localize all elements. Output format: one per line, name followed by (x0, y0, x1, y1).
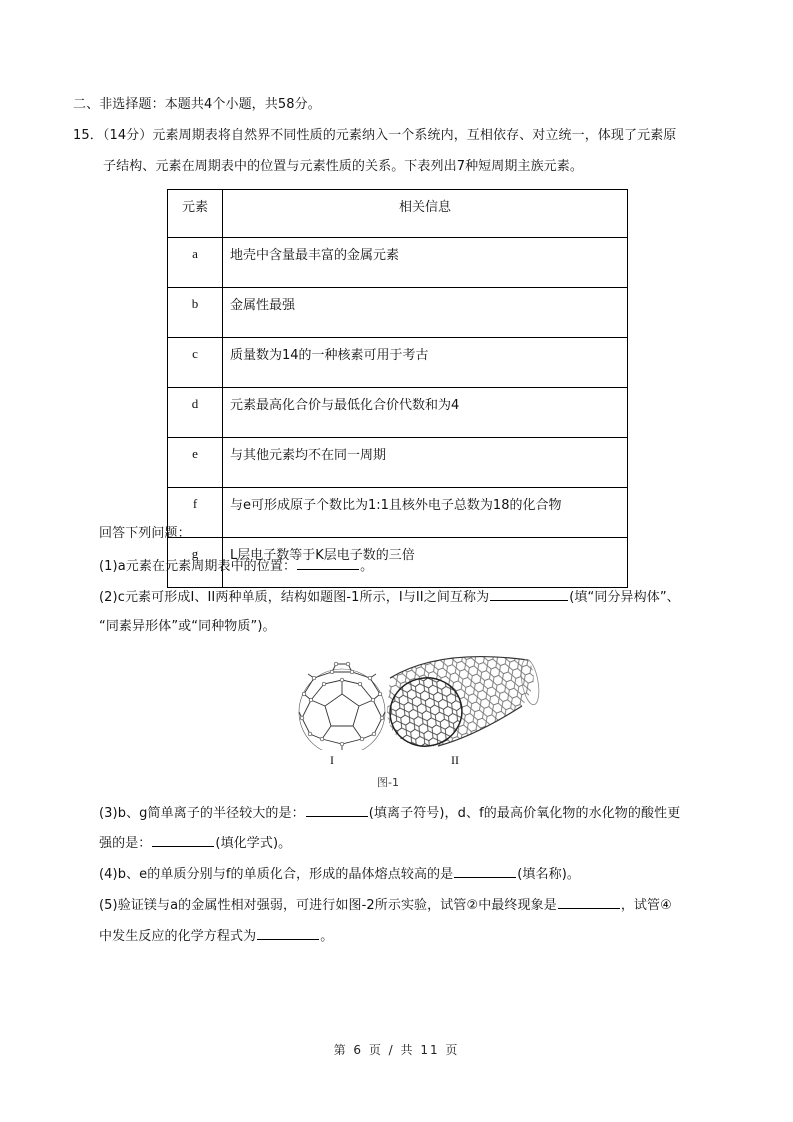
answer-blank-5a[interactable] (558, 895, 620, 909)
header-info: 相关信息 (223, 190, 628, 238)
answer-blank-5b[interactable] (257, 926, 319, 940)
subquestion-2-line2: “同素异形体”或“同种物质”)。 (99, 619, 276, 634)
answer-blank-2[interactable] (490, 587, 568, 601)
subquestion-3-mid: (填离子符号)，d、f的最高价氧化物的水化物的酸性更 (368, 806, 681, 821)
table-header-row (168, 190, 628, 238)
answer-blank-4[interactable] (454, 864, 516, 878)
subquestion-2-hint: (填“同分异构体”、 (569, 590, 680, 605)
subquestion-4-text: (4)b、e的单质分别与f的单质化合，形成的晶体熔点较高的是 (99, 867, 454, 882)
subquestion-2 (99, 587, 680, 607)
subquestion-4 (99, 864, 580, 884)
fullerene-icon (299, 664, 385, 750)
question-intro-text: 元素周期表将自然界不同性质的元素纳入一个系统内，互相依存、对立统一，体现了元素原 (152, 128, 677, 143)
element-cell: d (168, 388, 223, 438)
table-row (168, 438, 628, 488)
subquestion-3 (99, 803, 680, 823)
table-row (168, 388, 628, 438)
element-cell: b (168, 288, 223, 338)
figure-label-2: II (451, 753, 459, 767)
element-cell: e (168, 438, 223, 488)
info-cell: 元素最高化合价与最低化合价代数和为4 (223, 388, 628, 438)
figure-caption: 图-1 (377, 776, 399, 789)
subquestion-1-end: 。 (360, 559, 374, 574)
subquestion-4-end: (填名称)。 (517, 867, 580, 882)
subquestion-3-line2-end: (填化学式)。 (215, 836, 292, 851)
element-cell: g (168, 538, 223, 588)
answer-blank-3a[interactable] (306, 803, 368, 817)
fullerene-and-nanotube-illustration (290, 650, 540, 750)
subquestion-3-line2-text: 强的是： (99, 836, 152, 851)
element-cell: c (168, 338, 223, 388)
answer-blank-1[interactable] (297, 556, 359, 570)
figure-1 (290, 650, 540, 750)
info-cell: 金属性最强 (223, 288, 628, 338)
nanotube-icon (382, 650, 540, 750)
subquestion-3-line2 (99, 833, 291, 853)
page-footer: 第 6 页 / 共 11 页 (333, 1043, 460, 1057)
table-row (168, 488, 628, 538)
question-number: 15． (73, 128, 103, 143)
figure-label-1: I (330, 753, 334, 767)
table-row (168, 238, 628, 288)
header-element: 元素 (168, 190, 223, 238)
info-cell: L层电子数等于K层电子数的三倍 (223, 538, 628, 588)
answer-prompt: 回答下列问题： (99, 526, 191, 541)
info-cell: 地壳中含量最丰富的金属元素 (223, 238, 628, 288)
subquestion-5-line2-end: 。 (320, 929, 334, 944)
subquestion-3-text: (3)b、g简单离子的半径较大的是： (99, 806, 305, 821)
info-cell: 质量数为14的一种核素可用于考古 (223, 338, 628, 388)
element-cell: a (168, 238, 223, 288)
question-intro-line1 (73, 127, 676, 145)
subquestion-2-text: (2)c元素可形成I、II两种单质，结构如题图-1所示，I与II之间互称为 (99, 590, 490, 605)
table-row (168, 288, 628, 338)
subquestion-5-mid: ，试管④ (620, 898, 672, 913)
subquestion-5-line2-text: 中发生反应的化学方程式为 (99, 929, 257, 944)
table-row (168, 338, 628, 388)
element-info-table (167, 189, 628, 588)
subquestion-5-text: (5)验证镁与a的金属性相对强弱，可进行如图-2所示实验，试管②中最终现象是 (99, 898, 557, 913)
fullerene-atoms (300, 662, 384, 746)
info-cell: 与e可形成原子个数比为1:1且核外电子总数为18的化合物 (223, 488, 628, 538)
question-intro-line2: 子结构、元素在周期表中的位置与元素性质的关系。下表列出7种短周期主族元素。 (103, 159, 583, 174)
subquestion-5 (99, 895, 672, 915)
subquestion-1 (99, 556, 373, 576)
section-heading: 二、非选择题：本题共4个小题，共58分。 (73, 97, 321, 112)
subquestion-5-line2 (99, 926, 333, 946)
element-cell: f (168, 488, 223, 538)
info-cell: 与其他元素均不在同一周期 (223, 438, 628, 488)
answer-blank-3b[interactable] (152, 833, 214, 847)
question-score: （14分） (102, 128, 153, 143)
subquestion-1-text: (1)a元素在元素周期表中的位置： (99, 559, 297, 574)
